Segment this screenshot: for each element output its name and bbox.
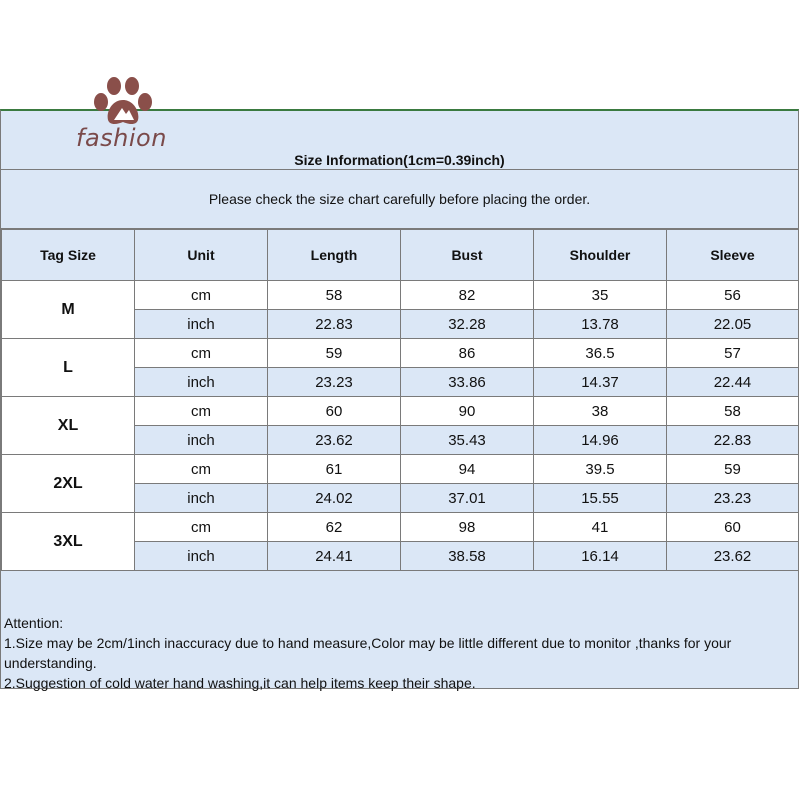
tag-size-cell: 3XL xyxy=(2,513,135,571)
table-cell: 94 xyxy=(401,455,534,484)
tag-size-cell: M xyxy=(2,281,135,339)
table-cell: cm xyxy=(135,397,268,426)
col-bust: Bust xyxy=(401,230,534,281)
table-cell: 23.62 xyxy=(667,542,799,571)
paw-icon xyxy=(92,76,156,128)
brand-logo xyxy=(76,76,176,154)
table-cell: 14.37 xyxy=(534,368,667,397)
table-cell: 90 xyxy=(401,397,534,426)
table-cell: 24.02 xyxy=(268,484,401,513)
col-sleeve: Sleeve xyxy=(667,230,799,281)
table-cell: 16.14 xyxy=(534,542,667,571)
chart-title: Size Information(1cm=0.39inch) xyxy=(294,152,505,168)
table-cell: 61 xyxy=(268,455,401,484)
table-cell: 60 xyxy=(268,397,401,426)
size-chart xyxy=(0,109,799,689)
table-cell: 41 xyxy=(534,513,667,542)
table-cell: 98 xyxy=(401,513,534,542)
size-table-body xyxy=(2,230,799,571)
col-shoulder: Shoulder xyxy=(534,230,667,281)
table-cell: 23.23 xyxy=(268,368,401,397)
table-cell: 22.05 xyxy=(667,310,799,339)
notes-heading: Attention: xyxy=(4,615,64,631)
table-cell: inch xyxy=(135,484,268,513)
table-cell: 60 xyxy=(667,513,799,542)
table-row xyxy=(2,397,799,426)
table-row xyxy=(2,281,799,310)
table-cell: 36.5 xyxy=(534,339,667,368)
table-cell: 82 xyxy=(401,281,534,310)
table-cell: inch xyxy=(135,426,268,455)
header-row xyxy=(2,230,799,281)
table-cell: 59 xyxy=(667,455,799,484)
table-cell: 38.58 xyxy=(401,542,534,571)
size-table xyxy=(1,229,799,571)
table-cell: 22.44 xyxy=(667,368,799,397)
attention-notes xyxy=(4,613,794,693)
notes-line-1: 1.Size may be 2cm/1inch inaccuracy due to hand measure,Color may be little different due to monitor ,thanks for your understanding. xyxy=(4,635,732,671)
instruction-row: Please check the size chart carefully before placing the order. xyxy=(1,170,798,229)
table-cell: 56 xyxy=(667,281,799,310)
table-cell: 22.83 xyxy=(667,426,799,455)
table-cell: 58 xyxy=(268,281,401,310)
table-cell: 22.83 xyxy=(268,310,401,339)
table-cell: cm xyxy=(135,281,268,310)
table-cell: 35 xyxy=(534,281,667,310)
table-row xyxy=(2,513,799,542)
table-cell: 14.96 xyxy=(534,426,667,455)
tag-size-cell: XL xyxy=(2,397,135,455)
table-row xyxy=(2,339,799,368)
table-cell: 15.55 xyxy=(534,484,667,513)
table-cell: 32.28 xyxy=(401,310,534,339)
table-cell: 23.23 xyxy=(667,484,799,513)
col-unit: Unit xyxy=(135,230,268,281)
table-cell: cm xyxy=(135,455,268,484)
table-cell: cm xyxy=(135,513,268,542)
table-cell: 38 xyxy=(534,397,667,426)
tag-size-cell: L xyxy=(2,339,135,397)
table-cell: 58 xyxy=(667,397,799,426)
table-cell: cm xyxy=(135,339,268,368)
table-cell: 86 xyxy=(401,339,534,368)
table-cell: 39.5 xyxy=(534,455,667,484)
table-cell: 33.86 xyxy=(401,368,534,397)
logo-text: fashion xyxy=(76,124,167,152)
table-cell: inch xyxy=(135,542,268,571)
table-row xyxy=(2,455,799,484)
tag-size-cell: 2XL xyxy=(2,455,135,513)
table-cell: 35.43 xyxy=(401,426,534,455)
table-cell: 24.41 xyxy=(268,542,401,571)
table-cell: inch xyxy=(135,310,268,339)
table-cell: 57 xyxy=(667,339,799,368)
table-cell: 23.62 xyxy=(268,426,401,455)
col-tag-size: Tag Size xyxy=(2,230,135,281)
notes-line-2: 2.Suggestion of cold water hand washing,it can help items keep their shape. xyxy=(4,675,476,691)
table-cell: 13.78 xyxy=(534,310,667,339)
table-cell: 37.01 xyxy=(401,484,534,513)
table-cell: 62 xyxy=(268,513,401,542)
table-cell: 59 xyxy=(268,339,401,368)
table-cell: inch xyxy=(135,368,268,397)
col-length: Length xyxy=(268,230,401,281)
